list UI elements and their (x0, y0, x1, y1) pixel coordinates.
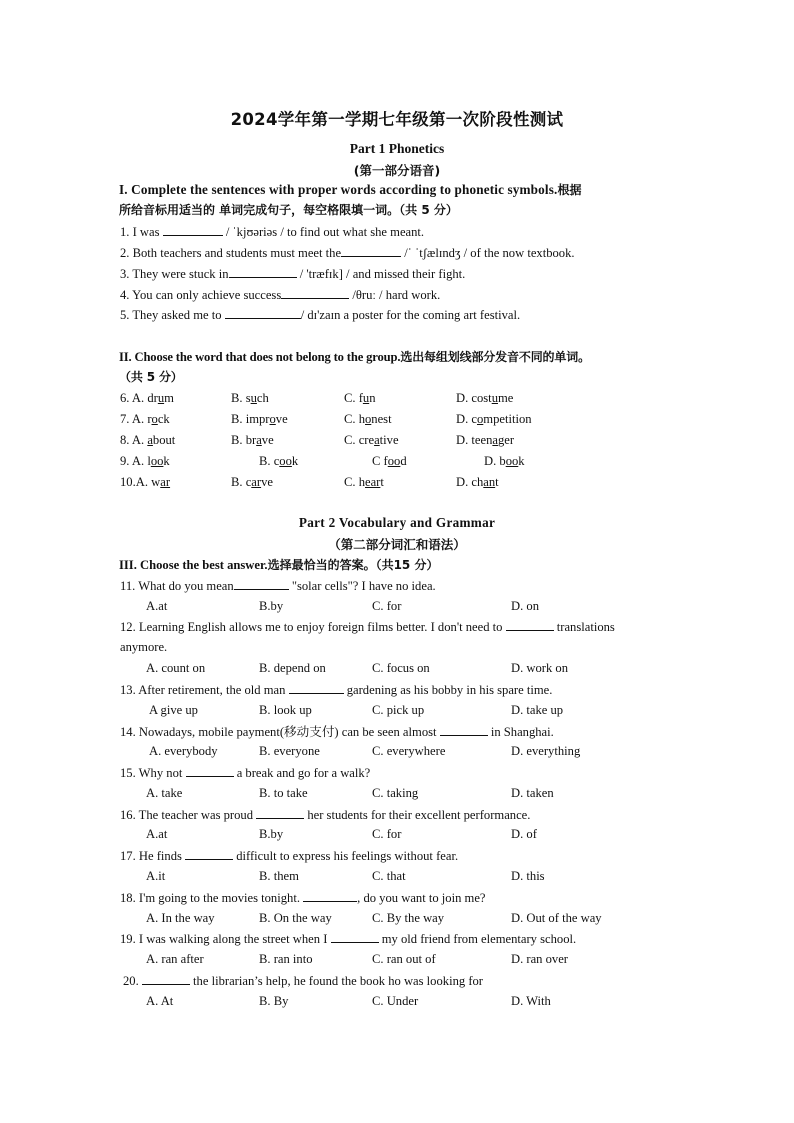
q15-option-b[interactable]: B. to take (259, 786, 308, 800)
answer-blank[interactable] (225, 306, 301, 319)
answer-blank[interactable] (331, 930, 379, 943)
q13-option-a[interactable]: A give up (149, 703, 198, 717)
q18-option-a[interactable]: A. In the way (146, 911, 215, 925)
section1-heading-cn1: 根据 (557, 183, 582, 197)
q7-a[interactable]: 7. A. rock (120, 412, 170, 426)
q15-option-a[interactable]: A. take (146, 786, 183, 800)
part1-subtitle: (第一部分语音) (353, 163, 441, 178)
q18: 18. I'm going to the movies tonight. , do you want to join me? (120, 891, 486, 905)
answer-blank[interactable] (229, 265, 297, 278)
answer-blank[interactable] (142, 972, 190, 985)
q15-option-c[interactable]: C. taking (372, 786, 419, 800)
q15-option-d[interactable]: D. taken (511, 786, 554, 800)
answer-blank[interactable] (303, 889, 357, 902)
q5: 5. They asked me to / dɪ'zaɪn a poster for the coming art festival. (120, 308, 521, 322)
answer-blank[interactable] (440, 723, 488, 736)
q12-option-d[interactable]: D. work on (511, 661, 569, 675)
q16-option-d[interactable]: D. of (511, 827, 537, 841)
part2-title: Part 2 Vocabulary and Grammar (298, 515, 496, 530)
q17-option-a[interactable]: A.it (146, 869, 166, 883)
q2: 2. Both teachers and students must meet the /ˈ ˈtʃælɪndʒ / of the now textbook. (120, 246, 575, 260)
q18-option-b[interactable]: B. On the way (259, 911, 332, 925)
q12-continuation: anymore. (120, 640, 168, 654)
answer-blank[interactable] (341, 244, 401, 257)
answer-blank[interactable] (281, 286, 349, 299)
q19-option-a[interactable]: A. ran after (146, 952, 204, 966)
q7-c[interactable]: C. honest (344, 412, 392, 426)
q6-c[interactable]: C. fun (344, 391, 376, 405)
q4: 4. You can only achieve success /θruː / hard work. (120, 288, 441, 302)
q14-option-d[interactable]: D. everything (511, 744, 581, 758)
section2-heading: II. Choose the word that does not belong to the group.选出每组划线部分发音不同的单词。 （共 5 分） (119, 350, 590, 384)
q11-option-c[interactable]: C. for (372, 599, 402, 613)
part1-title: Part 1 Phonetics (349, 141, 445, 156)
q16-option-b[interactable]: B.by (259, 827, 284, 841)
q14-option-a[interactable]: A. everybody (149, 744, 218, 758)
q11-option-d[interactable]: D. on (511, 599, 539, 613)
q18-option-d[interactable]: D. Out of the way (511, 911, 602, 925)
q10-a[interactable]: 10.A. war (120, 475, 171, 489)
q7-b[interactable]: B. improve (231, 412, 288, 426)
page-title: 2024学年第一学期七年级第一次阶段性测试 (230, 110, 564, 129)
answer-blank[interactable] (256, 806, 304, 819)
q17: 17. He finds difficult to express his feelings without fear. (120, 849, 459, 863)
q9-d[interactable]: D. book (484, 454, 525, 468)
q6-b[interactable]: B. such (231, 391, 269, 405)
q19-option-d[interactable]: D. ran over (511, 952, 568, 966)
q11-option-a[interactable]: A.at (146, 599, 168, 613)
q10-c[interactable]: C. heart (344, 475, 384, 489)
q20-option-c[interactable]: C. Under (372, 994, 419, 1008)
q16-option-a[interactable]: A.at (146, 827, 168, 841)
q11: 11. What do you mean "solar cells"? I have no idea. (120, 579, 436, 593)
q14-option-b[interactable]: B. everyone (259, 744, 320, 758)
q9-a[interactable]: 9. A. look (120, 454, 170, 468)
q18-option-c[interactable]: C. By the way (372, 911, 445, 925)
q15: 15. Why not a break and go for a walk? (120, 766, 371, 780)
q6-a[interactable]: 6. A. drum (120, 391, 174, 405)
answer-blank[interactable] (163, 223, 223, 236)
q7-d[interactable]: D. competition (456, 412, 532, 426)
q6-d[interactable]: D. costume (456, 391, 514, 405)
q12: 12. Learning English allows me to enjoy foreign films better. I don't need to translations (120, 620, 615, 634)
q20: 20. the librarian’s help, he found the book ho was looking for (123, 974, 483, 988)
q8-b[interactable]: B. brave (231, 433, 274, 447)
q12-option-b[interactable]: B. depend on (259, 661, 326, 675)
q19: 19. I was walking along the street when I my old friend from elementary school. (120, 932, 577, 946)
q1: 1. I was / ˈkjʊəriəs / to find out what she meant. (120, 225, 425, 239)
q20-option-d[interactable]: D. With (511, 994, 551, 1008)
q17-option-b[interactable]: B. them (259, 869, 299, 883)
q19-option-b[interactable]: B. ran into (259, 952, 313, 966)
q17-option-d[interactable]: D. this (511, 869, 545, 883)
q13-option-d[interactable]: D. take up (511, 703, 564, 717)
section1-heading (119, 180, 679, 220)
section3-heading: III. Choose the best answer.选择最恰当的答案。（共15 分） (119, 558, 439, 572)
q16: 16. The teacher was proud her students for their excellent performance. (120, 808, 531, 822)
q13-option-c[interactable]: C. pick up (372, 703, 425, 717)
q14-option-c[interactable]: C. everywhere (372, 744, 446, 758)
section1-heading-en: I. Complete the sentences with proper words according to phonetic symbols. (119, 182, 558, 197)
answer-blank[interactable] (185, 847, 233, 860)
q12-option-a[interactable]: A. count on (146, 661, 206, 675)
section1-heading-cn2: 所给音标用适当的 单词完成句子，每空格限填一词。（共 5 分） (119, 203, 458, 217)
q10-b[interactable]: B. carve (231, 475, 273, 489)
q9-c[interactable]: C food (372, 454, 407, 468)
q13: 13. After retirement, the old man gardening as his bobby in his spare time. (120, 683, 553, 697)
part2-subtitle: （第二部分词汇和语法） (328, 537, 466, 552)
q17-option-c[interactable]: C. that (372, 869, 406, 883)
q13-option-b[interactable]: B. look up (259, 703, 312, 717)
q14: 14. Nowadays, mobile payment(移动支付) can be seen almost in Shanghai. (120, 725, 554, 739)
answer-blank[interactable] (234, 577, 289, 590)
q9-b[interactable]: B. cook (259, 454, 299, 468)
answer-blank[interactable] (186, 764, 234, 777)
q16-option-c[interactable]: C. for (372, 827, 402, 841)
q10-d[interactable]: D. chant (456, 475, 499, 489)
q20-option-b[interactable]: B. By (259, 994, 289, 1008)
q11-option-b[interactable]: B.by (259, 599, 284, 613)
q8-a[interactable]: 8. A. about (120, 433, 176, 447)
answer-blank[interactable] (289, 681, 344, 694)
q12-option-c[interactable]: C. focus on (372, 661, 430, 675)
q19-option-c[interactable]: C. ran out of (372, 952, 436, 966)
q3: 3. They were stuck in / 'træfɪk] / and missed their fight. (120, 267, 466, 281)
q8-d[interactable]: D. teenager (456, 433, 515, 447)
q20-option-a[interactable]: A. At (146, 994, 174, 1008)
q8-c[interactable]: C. creative (344, 433, 399, 447)
answer-blank[interactable] (506, 618, 554, 631)
